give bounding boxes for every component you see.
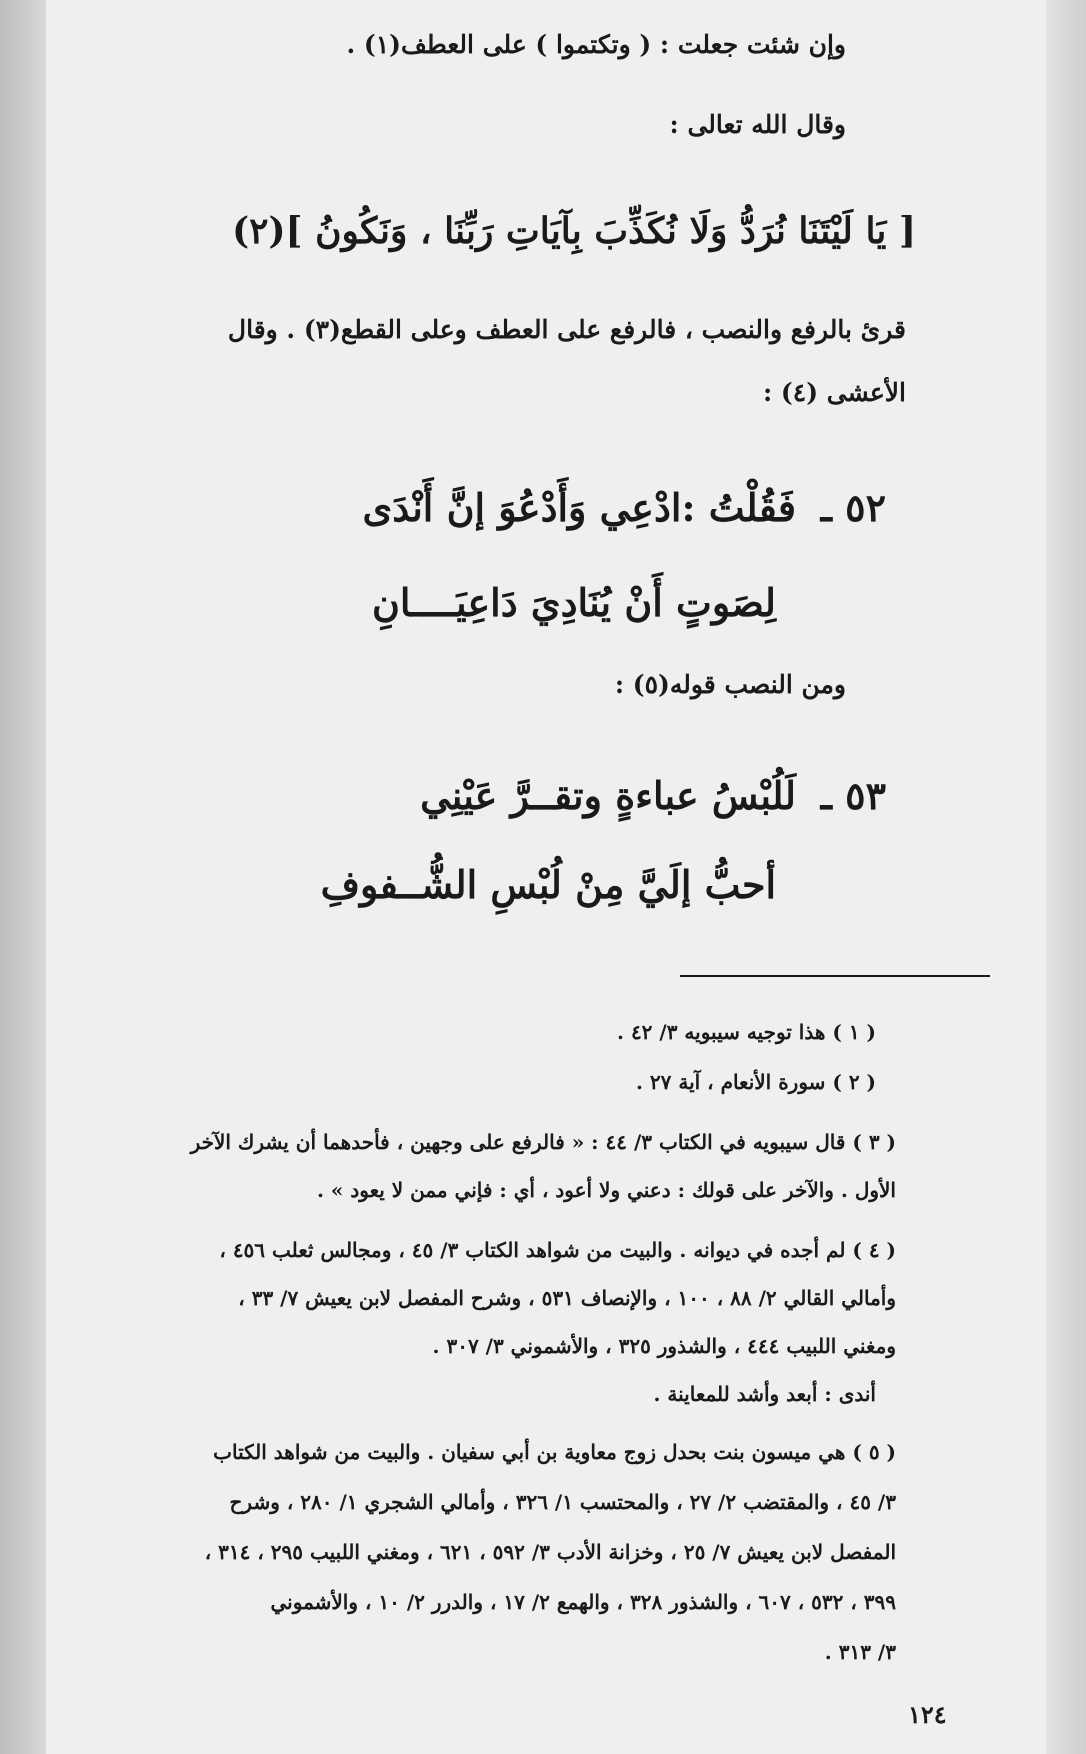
footnote-4-line-4: أندى : أبعد وأشد للمعاينة . <box>653 1382 876 1406</box>
footnote-3-line-1: ( ٣ ) قال سيبويه في الكتاب ٣/ ٤٤ : « فالرفع على وجهين ، فأحدهما أن يشرك الآخر <box>190 1130 896 1154</box>
body-line-1: وإن شئت جعلت : ( وتكتموا ) على العطف(١) . <box>346 30 846 59</box>
footnote-5-line-5: ٣/ ٣١٣ . <box>824 1640 896 1664</box>
footnote-5-line-2: ٣/ ٤٥ ، والمقتضب ٢/ ٢٧ ، والمحتسب ١/ ٣٢٦ ، وأمالي الشجري ١/ ٢٨٠ ، وشرح <box>229 1490 896 1514</box>
body-line-4: قرئ بالرفع والنصب ، فالرفع على العطف وعلى القطع(٣) . وقال <box>227 315 906 344</box>
footnote-5-line-4: ٣٩٩ ، ٥٣٢ ، ٦٠٧ ، والشذور ٣٢٨ ، والهمع ٢/ ١٧ ، والدرر ٢/ ١٠ ، والأشموني <box>270 1590 896 1614</box>
body-line-2: وقال الله تعالى : <box>669 110 846 139</box>
footnote-5-line-3: المفصل لابن يعيش ٧/ ٢٥ ، وخزانة الأدب ٣/ ٥٩٢ ، ٦٢١ ، ومغني اللبيب ٢٩٥ ، ٣١٤ ، <box>204 1540 896 1564</box>
quran-verse: [ يَا لَيْتَنَا نُرَدُّ وَلَا نُكَذِّبَ بِآيَاتِ رَبِّنَا ، وَنَكُونُ ](٢) <box>232 210 916 252</box>
footnote-2: ( ٢ ) سورة الأنعام ، آية ٢٧ . <box>635 1070 876 1094</box>
footnote-4-line-3: ومغني اللبيب ٤٤٤ ، والشذور ٣٢٥ ، والأشموني ٣/ ٣٠٧ . <box>432 1334 896 1358</box>
footnote-separator <box>680 975 990 977</box>
footnote-5-line-1: ( ٥ ) هي ميسون بنت بحدل زوج معاوية بن أبي سفيان . والبيت من شواهد الكتاب <box>213 1440 896 1464</box>
footnote-4-line-1: ( ٤ ) لم أجده في ديوانه . والبيت من شواهد الكتاب ٣/ ٤٥ ، ومجالس ثعلب ٤٥٦ ، <box>219 1238 896 1262</box>
verse-number-53: ٥٣ ـ <box>820 773 886 818</box>
body-line-5: الأعشى (٤) : <box>763 378 906 407</box>
verse-53-first-hemistich: لَلُبْسُ عباءةٍ وتقــرَّ عَيْنِي <box>420 773 796 818</box>
footnote-3-line-2: الأول . والآخر على قولك : دعني ولا أعود ، أي : فإني ممن لا يعود » . <box>316 1178 896 1202</box>
verse-53-second-hemistich: أحبُّ إلَيَّ مِنْ لُبْسِ الشُّــفوفِ <box>320 862 776 907</box>
scan-margin-right <box>1046 0 1086 1754</box>
page-number: ١٢٤ <box>908 1700 947 1729</box>
footnote-1: ( ١ ) هذا توجيه سيبويه ٣/ ٤٢ . <box>617 1020 876 1044</box>
verse-number-52: ٥٢ ـ <box>820 485 886 530</box>
body-line-8: ومن النصب قوله(٥) : <box>614 670 846 699</box>
footnote-4-line-2: وأمالي القالي ٢/ ٨٨ ، ١٠٠ ، والإنصاف ٥٣١ ، وشرح المفصل لابن يعيش ٧/ ٣٣ ، <box>238 1286 896 1310</box>
verse-52-first-hemistich: فَقُلْتُ :ادْعِي وَأَدْعُوَ إنَّ أَنْدَى <box>362 485 796 530</box>
scan-margin-left <box>0 0 46 1754</box>
verse-52-second-hemistich: لِصَوتٍ أَنْ يُنَادِيَ دَاعِيَــــانِ <box>371 580 776 625</box>
